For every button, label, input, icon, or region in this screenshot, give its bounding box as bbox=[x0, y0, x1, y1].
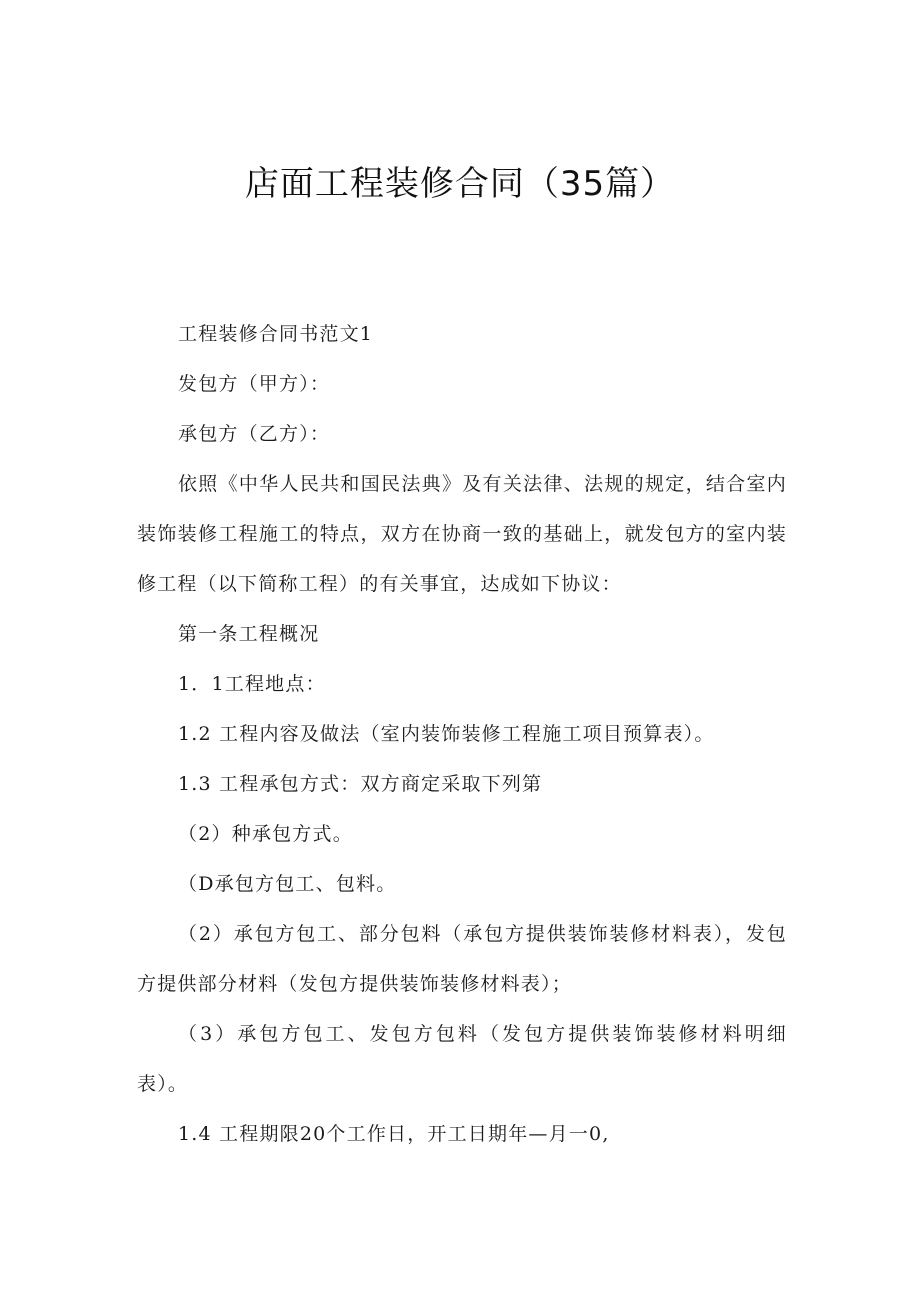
paragraph-party-b: 承包方（乙方）： bbox=[178, 423, 331, 445]
paragraph-clause-1-3: 1.3 工程承包方式：双方商定采取下列第 bbox=[178, 773, 543, 795]
paragraph-clause-1-4: 1.4 工程期限20个工作日，开工日期年—月一0, bbox=[178, 1123, 610, 1145]
paragraph-option-2: （2）承包方包工、部分包料（承包方提供装饰装修材料表），发包方提供部分材料（发包方提供装饰装修材料表）； bbox=[137, 923, 787, 995]
paragraph-section-heading: 工程装修合同书范文1 bbox=[178, 323, 374, 345]
paragraph-article-1-heading: 第一条工程概况 bbox=[178, 623, 320, 645]
paragraph-clause-1-2: 1.2 工程内容及做法（室内装饰装修工程施工项目预算表）。 bbox=[178, 723, 715, 745]
document-title: 店面工程装修合同（35篇） bbox=[244, 164, 676, 204]
paragraph-party-a: 发包方（甲方）： bbox=[178, 373, 331, 395]
paragraph-clause-1-1: 1．1工程地点： bbox=[178, 673, 326, 695]
paragraph-preamble: 依照《中华人民共和国民法典》及有关法律、法规的规定，结合室内装饰装修工程施工的特点，双方在协商一致的基础上，就发包方的室内装修工程（以下简称工程）的有关事宜，达成如下协议： bbox=[137, 473, 787, 595]
document-body bbox=[137, 309, 787, 1159]
paragraph-option-3: （3）承包方包工、发包方包料（发包方提供装饰装修材料明细表）。 bbox=[137, 1023, 787, 1095]
paragraph-option-1: （D承包方包工、包料。 bbox=[178, 873, 397, 895]
paragraph-option-selected: （2）种承包方式。 bbox=[178, 823, 353, 845]
